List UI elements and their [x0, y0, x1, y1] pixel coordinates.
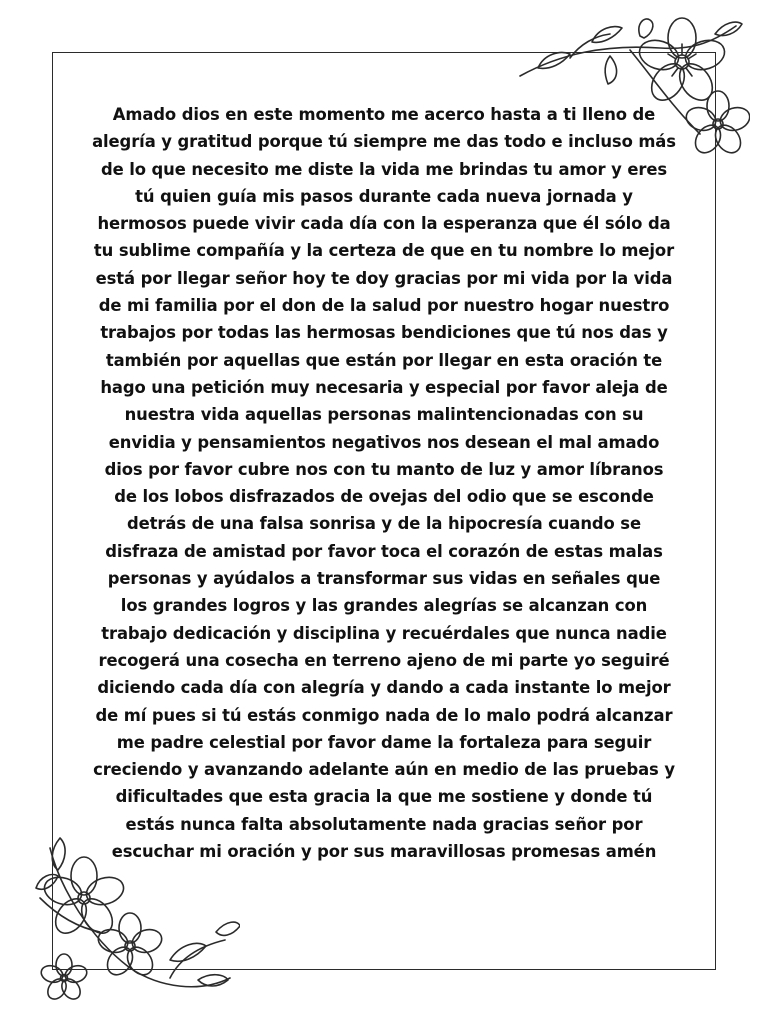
prayer-text: Amado dios en este momento me acerco hasta a ti lleno de alegría y gratitud porque tú siempre me das todo e incluso más de lo que necesito me diste la vida me brindas tu amor y eres tú quien guía mis pasos durante cada nueva jornada y hermosos puede vivir cada día con la esperanza que él sólo da tu sublime compañía y la certeza de que en tu nombre lo mejor está por llegar señor hoy te doy gracias por mi vida por la vida de mi familia por el don de la salud por nuestro hogar nuestro trabajos por todas las hermosas bendiciones que tú nos das y también por aquellas que están por llegar en esta oración te hago una petición muy necesaria y especial por favor aleja de nuestra vida aquellas personas malintencionadas con su envidia y pensamientos negativos nos desean el mal amado dios por favor cubre nos con tu manto de luz y amor líbranos de los lobos disfrazados de ovejas del odio que se esconde detrás de una falsa sonrisa y de la hipocresía cuando se disfraza de amistad por favor toca el corazón de estas malas personas y ayúdalos a transformar sus vidas en señales que los grandes logros y las grandes alegrías se alcanzan con trabajo dedicación y disciplina y recuérdales que nunca nadie recogerá una cosecha en terreno ajeno de mi parte yo seguiré diciendo cada día con alegría y dando a cada instante lo mejor de mí pues si tú estás conmigo nada de lo malo podrá alcanzar me padre celestial por favor dame la fortaleza para seguir creciendo y avanzando adelante aún en medio de las pruebas y dificultades que esta gracia la que me sostiene y donde tú estás nunca falta absolutamente nada gracias señor por escuchar mi oración y por sus maravillosas promesas amén	[92, 105, 676, 862]
